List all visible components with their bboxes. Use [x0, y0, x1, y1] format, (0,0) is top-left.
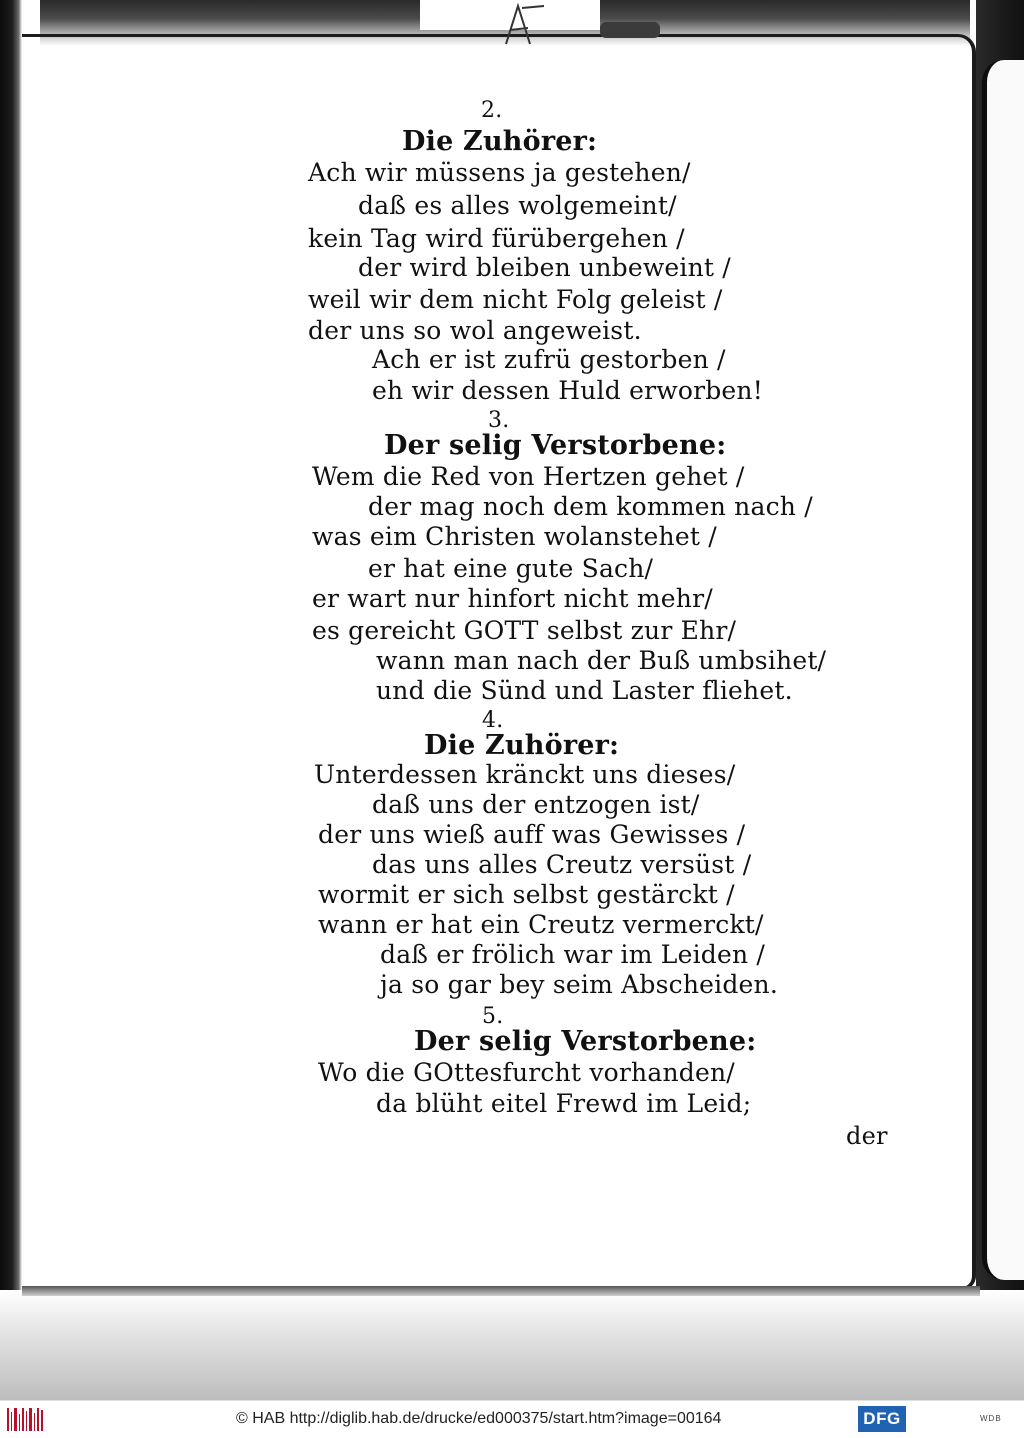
stanza-number: 3. — [488, 408, 510, 433]
verse-line: Wem die Red von Hertzen gehet / — [312, 462, 745, 491]
stanza-number: 5. — [482, 1004, 504, 1029]
page-bottom-shadow — [22, 1286, 980, 1296]
stanza-speaker: Die Zuhörer: — [424, 730, 620, 761]
verse-line: wormit er sich selbst gestärckt / — [318, 880, 735, 909]
stanza-speaker: Der selig Verstorbene: — [414, 1026, 757, 1057]
verse-line: es gereicht GOTT selbst zur Ehr/ — [312, 616, 737, 645]
verse-line: Wo die GOttesfurcht vorhanden/ — [318, 1058, 735, 1087]
handwritten-corner-mark — [500, 2, 550, 46]
left-binding-shadow — [0, 0, 22, 1400]
verse-line: Ach wir müssens ja gestehen/ — [308, 158, 691, 187]
verse-line: ja so gar bey seim Abscheiden. — [380, 970, 779, 999]
stanza-number: 4. — [482, 708, 504, 733]
verse-line: er wart nur hinfort nicht mehr/ — [312, 584, 713, 613]
catchword: der — [846, 1122, 888, 1150]
verse-line: er hat eine gute Sach/ — [368, 554, 654, 583]
verse-line: daß es alles wolgemeint/ — [358, 191, 677, 220]
verse-line: weil wir dem nicht Folg geleist / — [308, 285, 723, 314]
verse-line: der mag noch dem kommen nach / — [368, 492, 813, 521]
viewer-footer — [0, 1400, 1024, 1438]
verse-line: wann er hat ein Creutz vermerckt/ — [318, 910, 764, 939]
wdb-mark: WDB — [980, 1414, 1002, 1423]
verse-line: eh wir dessen Huld erworben! — [372, 376, 763, 405]
verse-line: da blüht eitel Frewd im Leid; — [376, 1089, 752, 1118]
bottom-edge-shadow — [0, 1290, 1024, 1400]
next-page-edge — [982, 60, 1024, 1280]
barcode-icon — [6, 1406, 46, 1433]
verse-line: daß er frölich war im Leiden / — [380, 940, 766, 969]
verse-line: was eim Christen wolanstehet / — [312, 522, 717, 551]
stanza-number: 2. — [481, 98, 503, 123]
dfg-logo: DFG — [858, 1406, 906, 1432]
verse-line: und die Sünd und Laster fliehet. — [376, 676, 793, 705]
verse-line: Ach er ist zufrü gestorben / — [372, 345, 726, 374]
verse-line: der uns so wol angeweist. — [308, 316, 642, 345]
source-citation: © HAB http://diglib.hab.de/drucke/ed000375/start.htm?image=00164 — [236, 1410, 722, 1427]
stanza-speaker: Die Zuhörer: — [402, 126, 598, 157]
verse-line: das uns alles Creutz versüst / — [372, 850, 752, 879]
verse-line: der wird bleiben unbeweint / — [358, 253, 731, 282]
verse-line: daß uns der entzogen ist/ — [372, 790, 700, 819]
verse-line: kein Tag wird fürübergehen / — [308, 224, 685, 253]
ink-smudge — [600, 22, 660, 38]
stanza-speaker: Der selig Verstorbene: — [384, 430, 727, 461]
verse-line: Unterdessen kränckt uns dieses/ — [314, 760, 736, 789]
verse-line: der uns wieß auff was Gewisses / — [318, 820, 746, 849]
verse-line: wann man nach der Buß umbsihet/ — [376, 646, 827, 675]
